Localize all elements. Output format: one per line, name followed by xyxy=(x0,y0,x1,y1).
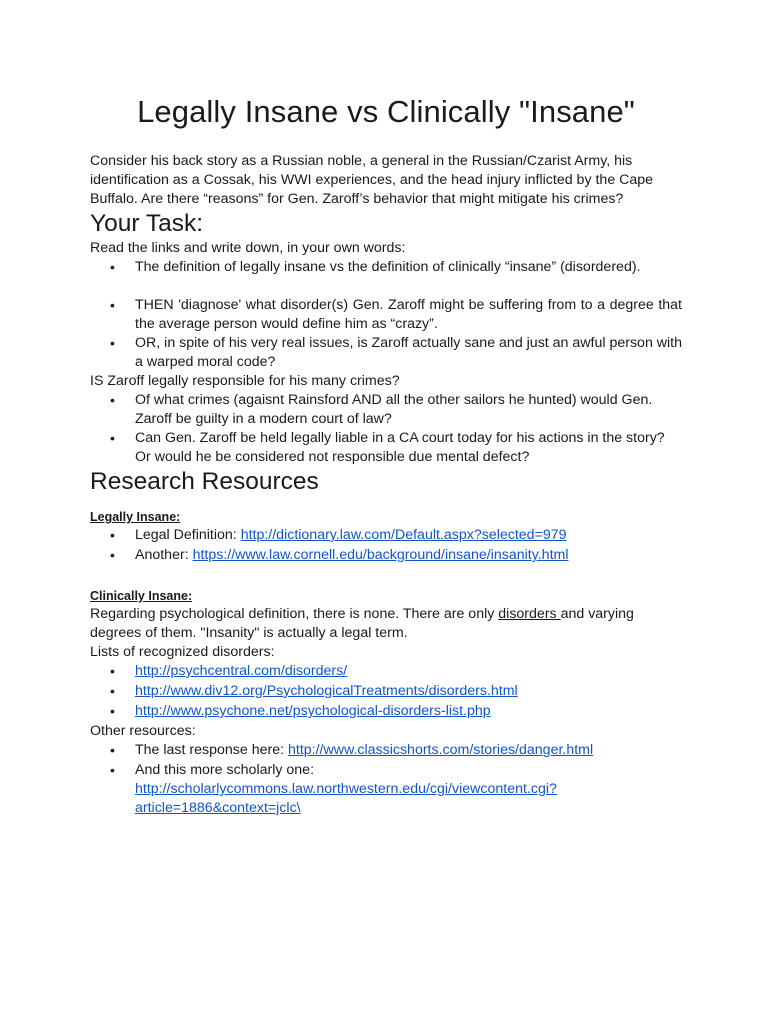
link-line-1: http://scholarlycommons.law.northwestern.edu/cgi/viewcontent.cgi? xyxy=(135,781,557,797)
legal-definition-link[interactable]: http://dictionary.law.com/Default.aspx?selected=979 xyxy=(240,527,567,543)
question-list xyxy=(90,391,682,467)
intro-paragraph: Consider his back story as a Russian noble, a general in the Russian/Czarist Army, his identification as a Cossak, his WWI experiences, and the head injury inflicted by the Cape Buffalo. Are there “reasons” for Gen. Zaroff’s behavior that might mitigate his crimes? xyxy=(90,153,654,207)
responsibility-question: IS Zaroff legally responsible for his many crimes? xyxy=(90,373,400,389)
list-item xyxy=(90,662,682,681)
legal-links-list xyxy=(90,526,682,565)
list-item xyxy=(90,702,682,721)
list-item: • The definition of legally insane vs the definition of clinically “insane” (disordered). xyxy=(90,258,682,277)
list-item xyxy=(90,682,682,701)
disorders-underlined: disorders xyxy=(498,606,561,622)
link-label: Another: xyxy=(135,547,193,563)
link-label: Legal Definition: xyxy=(135,527,241,543)
list-item: • OR, in spite of his very real issues, is Zaroff actually sane and just an awful person with a warped moral code? xyxy=(90,334,682,372)
list-item: • Of what crimes (agaisnt Rainsford AND all the other sailors he hunted) would Gen. Zaroff be guilty in a modern court of law? xyxy=(90,391,682,429)
list-item xyxy=(90,526,682,545)
disorder-links-list xyxy=(90,662,682,721)
list-item xyxy=(90,761,682,818)
clinical-text-after: and varying degrees of them. "Insanity" is actually a legal term. xyxy=(90,606,634,641)
cornell-insanity-link[interactable]: https://www.law.cornell.edu/background/insane/insanity.html xyxy=(192,547,569,563)
disorder-lists-label: Lists of recognized disorders: xyxy=(90,644,275,660)
task-instruction: Read the links and write down, in your own words: xyxy=(90,240,406,256)
list-item xyxy=(90,741,682,760)
other-links-list xyxy=(90,741,682,818)
clinically-insane-heading: Clinically Insane: xyxy=(90,589,193,603)
list-item: • Can Gen. Zaroff be held legally liable in a CA court today for his actions in the story? Or would he be considered not responsible due mental defect? xyxy=(90,429,682,467)
research-resources-heading: Research Resources xyxy=(90,468,319,495)
classicshorts-link[interactable]: http://www.classicshorts.com/stories/danger.html xyxy=(288,742,594,758)
clinical-text-before: Regarding psychological definition, there is none. There are only xyxy=(90,606,499,622)
clinical-paragraph xyxy=(90,605,682,643)
task-list xyxy=(90,258,682,372)
scholarlycommons-link[interactable] xyxy=(135,781,557,816)
psychcentral-link[interactable]: http://psychcentral.com/disorders/ xyxy=(135,663,348,679)
list-item xyxy=(90,546,682,565)
link-line-2: article=1886&context=jclc\ xyxy=(135,800,301,816)
link-label: And this more scholarly one: xyxy=(135,762,315,778)
your-task-heading: Your Task: xyxy=(90,210,204,237)
legally-insane-heading: Legally Insane: xyxy=(90,510,181,524)
list-item: • THEN 'diagnose' what disorder(s) Gen. Zaroff might be suffering from to a degree that the average person would define him as “crazy”. xyxy=(90,296,682,334)
page-title: Legally Insane vs Clinically "Insane" xyxy=(137,94,635,129)
div12-link[interactable]: http://www.div12.org/PsychologicalTreatments/disorders.html xyxy=(135,683,518,699)
psychone-link[interactable]: http://www.psychone.net/psychological-disorders-list.php xyxy=(135,703,491,719)
other-resources-label: Other resources: xyxy=(90,723,196,739)
link-label: The last response here: xyxy=(135,742,288,758)
